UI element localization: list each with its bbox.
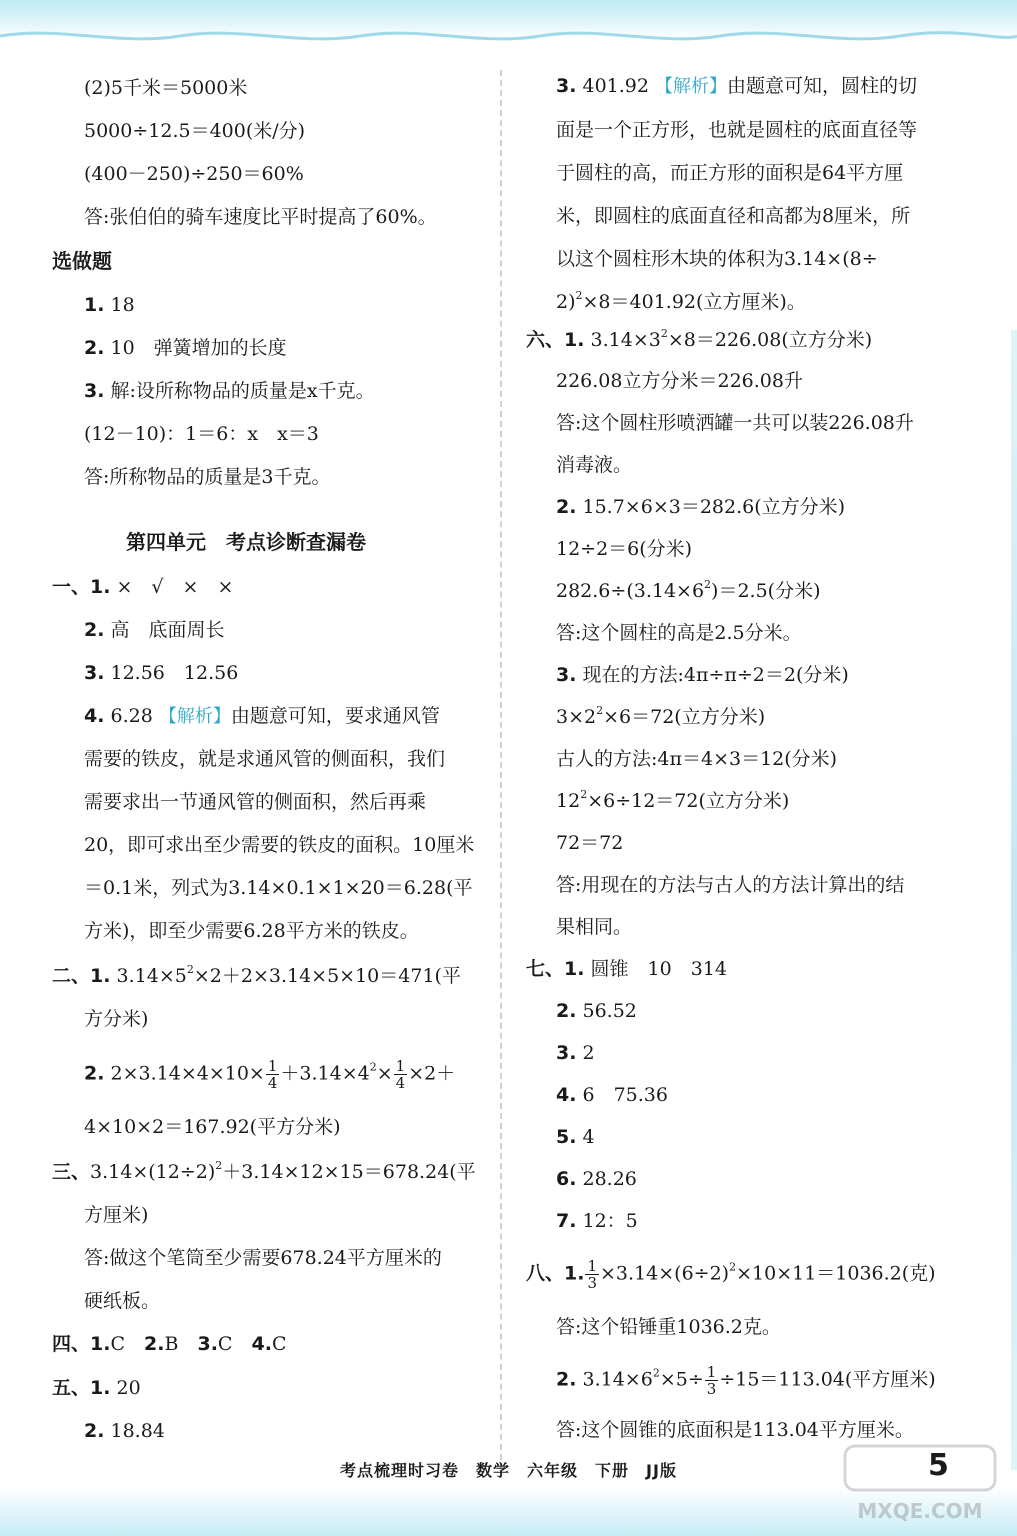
answer-line: (400－250)÷250＝60% [84,163,304,185]
answer-line: 226.08立方分米＝226.08升 [556,370,803,392]
answer-line: 答:这个圆柱形喷洒罐一共可以装226.08升 [556,412,914,434]
fraction: $\frac{1}{3}$ [587,1257,598,1292]
answer-line: 需要的铁皮，就是求通风管的侧面积，我们 [84,748,446,770]
answer-line: 果相同。 [556,916,633,938]
answer-line: 2. 56.52 [556,1000,637,1022]
answer-line: 以这个圆柱形木块的体积为3.14×(8÷ [556,248,878,270]
answer-line: 二、1. $3.14\times 5^2\times 2+2\times 3.14\times 5\times 10=471$(平 [52,963,461,987]
answer-line: 3. 解:设所称物品的质量是x千克。 [84,380,375,402]
answer-line: 72＝72 [556,832,624,854]
answer-line: 2. $3.14\times 6^2\times 5\div$ $\frac{1}{3}$ ÷15＝113.04(平方厘米) [556,1363,936,1398]
answer-line: 方厘米) [84,1204,149,1226]
answer-line: 答:这个铅锤重1036.2克。 [556,1316,781,1338]
answer-line: 硬纸板。 [84,1290,161,1312]
answer-line: 4×10×2＝167.92(平方分米) [84,1116,341,1138]
answer-line: 五、1. 20 [52,1377,141,1399]
answer-line: 2. 18.84 [84,1420,165,1442]
answer-line: 20，即可求出至少需要的铁皮的面积。10厘米 [84,834,475,856]
page-number: 5 [928,1448,949,1483]
answer-line: 六、1. $3.14\times 3^2\times 8=226.08$(立方分米) [526,327,873,351]
answer-line: 3. 2 [556,1042,595,1064]
unit-title: 第四单元 考点诊断查漏卷 [126,530,366,554]
watermark-text: MXQE.COM [857,1499,983,1523]
answer-line: 七、1. 圆锥 10 314 [526,958,727,980]
answer-line: 2. 10 弹簧增加的长度 [84,337,287,359]
answer-line: 3. 401.92 【解析】由题意可知，圆柱的切 [556,75,918,97]
answer-line: 答:做这个笔筒至少需要678.24平方厘米的 [84,1247,442,1269]
answer-line: 3. 现在的方法:4π÷π÷2＝2(分米) [556,664,849,686]
answer-line: 消毒液。 [556,454,633,476]
top-wave-decoration [0,26,1017,56]
answer-line: 3. 12.56 12.56 [84,662,239,684]
answer-line: 答:用现在的方法与古人的方法计算出的结 [556,874,905,896]
answer-line: ＝0.1米，列式为3.14×0.1×1×20＝6.28(平 [84,877,473,899]
answer-line: 1. 18 [84,294,135,316]
answer-line: 面是一个正方形，也就是圆柱的底面直径等 [556,119,918,141]
fraction: $\frac{1}{3}$ [706,1363,717,1398]
answer-line: 三、$3.14\times(12\div 2)^2+3.14\times 12\times 15=678.24$(平 [52,1159,476,1183]
answer-line: 答:张伯伯的骑车速度比平时提高了60%。 [84,206,437,228]
answer-line: 7. 12：5 [556,1210,638,1232]
answer-line: 八、1. $\frac{1}{3}$ $\times 3.14\times(6\div 2)^2\times 10\times 11=1036.2$(克) [526,1257,936,1292]
answer-line: $282.6\div(3.14\times 6^2)=2.5$(分米) [556,578,821,602]
watermark-logo [835,1438,1010,1528]
answer-line: $3\times 2^2\times 6=72$(立方分米) [556,704,766,728]
optional-section-title: 选做题 [52,249,112,273]
answer-line: 方米)，即至少需要6.28平方米的铁皮。 [84,920,419,942]
answer-line: 四、1.C 2.B 3.C 4.C [52,1333,287,1355]
answer-line: 答:这个圆锥的底面积是113.04平方厘米。 [556,1419,914,1441]
answer-line: 古人的方法:4π＝4×3＝12(分米) [556,748,838,770]
footer-book-title: 考点梳理时习卷 数学 六年级 下册 JJ版 [340,1461,677,1480]
answer-line: 5000÷12.5＝400(米/分) [84,120,306,142]
answer-line: (12－10)：1＝6：x x＝3 [84,423,319,445]
analysis-tag: 【解析】 [158,706,231,727]
answer-line: 2. 15.7×6×3＝282.6(立方分米) [556,496,846,518]
answer-line: 于圆柱的高，而正方形的面积是64平方厘 [556,162,904,184]
answer-line: 4. 6.28 【解析】由题意可知，要求通风管 [84,705,440,727]
answer-line: $12^2\times 6\div 12=72$(立方分米) [556,788,790,812]
answer-line: 2. 高 底面周长 [84,619,225,641]
answer-line: 6. 28.26 [556,1168,637,1190]
answer-line: 米，即圆柱的底面直径和高都为8厘米，所 [556,205,911,227]
answer-line: 需要求出一节通风管的侧面积，然后再乘 [84,791,427,813]
answer-line: 4. 6 75.36 [556,1084,668,1106]
answer-line: 答:这个圆柱的高是2.5分米。 [556,622,802,644]
answer-line: 5. 4 [556,1126,595,1148]
fraction: $\frac{1}{4}$ [267,1057,278,1092]
answer-line: 一、1. × √ × × [52,576,234,598]
answer-line: 答:所称物品的质量是3千克。 [84,466,331,488]
answer-line: (2)5千米＝5000米 [84,77,248,99]
right-decorative-stripe [1011,330,1017,1470]
answer-line: 2. 2×3.14×4×10× $\frac{1}{4}$ $+3.14\times 4^2\times$ $\frac{1}{4}$ ×2＋ [84,1057,456,1092]
answer-line: 方分米) [84,1008,149,1030]
analysis-tag: 【解析】 [655,76,728,97]
column-divider [500,70,502,1470]
fraction: $\frac{1}{4}$ [395,1057,406,1092]
answer-line: 2)$^2$×8＝401.92(立方厘米)。 [556,289,806,313]
answer-line: 12÷2＝6(分米) [556,538,693,560]
